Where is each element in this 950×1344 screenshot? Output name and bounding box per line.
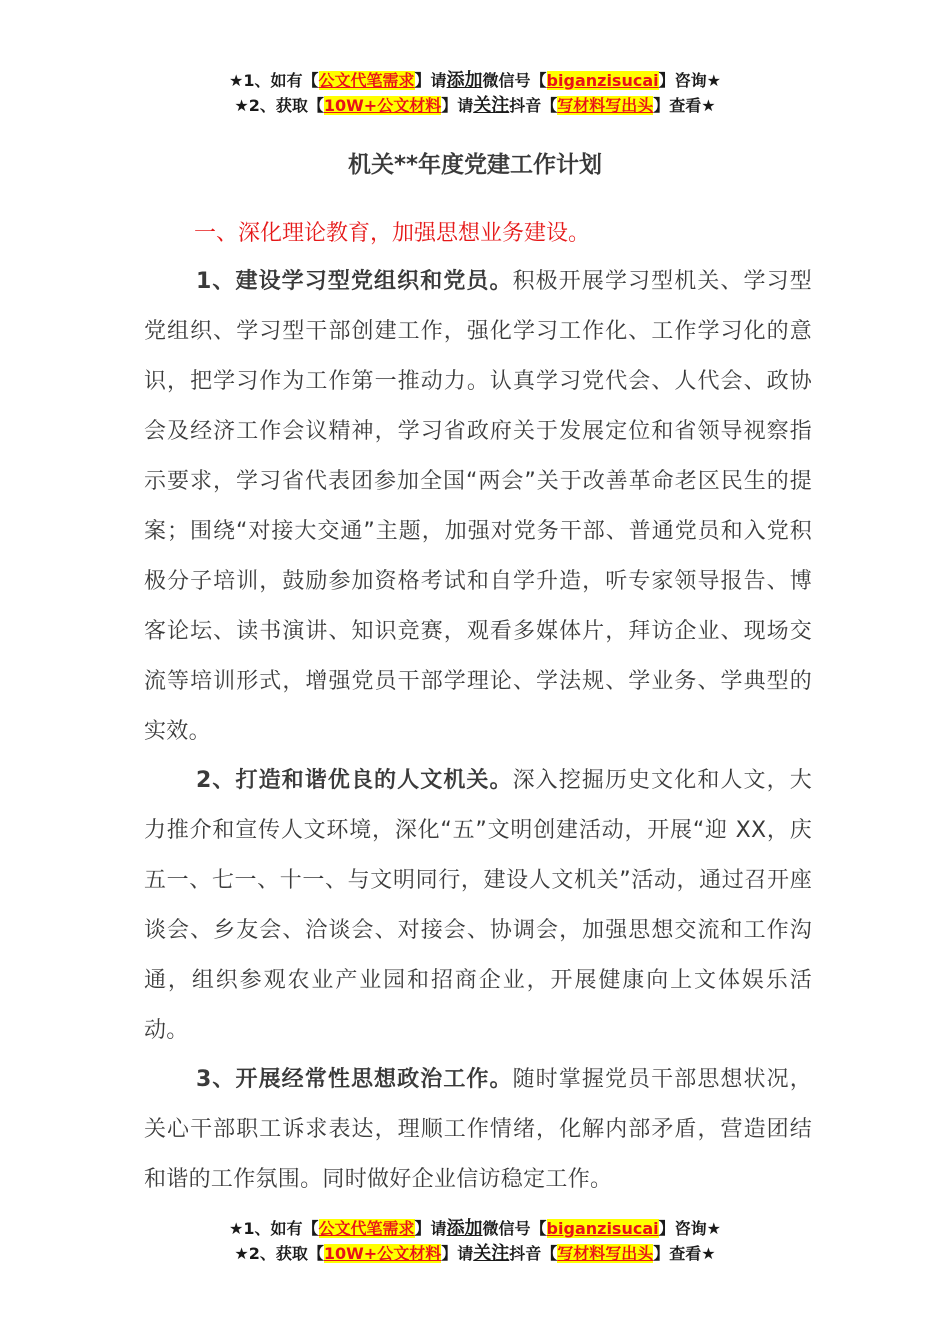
banner-emphasis: 添加 xyxy=(446,70,483,91)
banner-highlight: 10W+公文材料 xyxy=(323,1244,442,1263)
section-heading: 一、深化理论教育，加强思想业务建设。 xyxy=(194,221,591,246)
banner-text: 微信号【 xyxy=(482,1219,547,1238)
banner-text: 】查看★ xyxy=(653,96,716,115)
promo-banner-top-line2 xyxy=(0,95,950,117)
paragraph-2-lead: 2、打造和谐优良的人文机关。 xyxy=(196,768,513,793)
banner-text: 】查看★ xyxy=(653,1244,716,1263)
banner-text: ★1、如有【 xyxy=(229,1219,319,1238)
paragraph-2-body: 深入挖掘历史文化和人文，大力推介和宣传人文环境，深化“五”文明创建活动，开展“迎 XX，庆五一、七一、十一、与文明同行，建设人文机关”活动，通过召开座谈会、乡友会、洽谈会、对接会、协调会，加强思想交流和工作沟通，组织参观农业产业园和招商企业，开展健康向上文体娱乐活动。 xyxy=(144,768,812,1043)
banner-highlight: 10W+公文材料 xyxy=(323,96,442,115)
banner-emphasis: 关注 xyxy=(473,1243,510,1264)
paragraph-2 xyxy=(144,756,812,1056)
banner-text: 】请 xyxy=(414,71,447,90)
promo-banner-top-line1 xyxy=(0,70,950,92)
banner-text: 】请 xyxy=(441,96,474,115)
document-title: 机关**年度党建工作计划 xyxy=(347,152,603,178)
paragraph-1 xyxy=(144,257,812,757)
paragraph-3 xyxy=(144,1055,812,1205)
paragraph-3-body: 随时掌握党员干部思想状况，关心干部职工诉求表达，理顺工作情绪，化解内部矛盾，营造团结和谐的工作氛围。同时做好企业信访稳定工作。 xyxy=(144,1067,812,1192)
promo-banner-bottom-line2 xyxy=(0,1243,950,1265)
banner-highlight: 公文代笔需求 xyxy=(318,71,415,90)
paragraph-1-lead: 1、建设学习型党组织和党员。 xyxy=(196,269,513,294)
banner-text: ★2、获取【 xyxy=(234,1244,324,1263)
banner-highlight: biganzisucai xyxy=(546,1219,659,1238)
banner-text: 】请 xyxy=(441,1244,474,1263)
banner-emphasis: 添加 xyxy=(446,1218,483,1239)
banner-text: 】咨询★ xyxy=(658,71,721,90)
banner-highlight: 公文代笔需求 xyxy=(318,1219,415,1238)
banner-text: 抖音【 xyxy=(509,96,558,115)
banner-emphasis: 关注 xyxy=(473,95,510,116)
paragraph-3-lead: 3、开展经常性思想政治工作。 xyxy=(196,1067,513,1092)
banner-text: 】咨询★ xyxy=(658,1219,721,1238)
banner-highlight: biganzisucai xyxy=(546,71,659,90)
paragraph-1-body: 积极开展学习型机关、学习型党组织、学习型干部创建工作，强化学习工作化、工作学习化的意识，把学习作为工作第一推动力。认真学习党代会、人代会、政协会及经济工作会议精神，学习省政府关于发展定位和省领导视察指示要求，学习省代表团参加全国“两会”关于改善革命老区民生的提案；围绕“对接大交通”主题，加强对党务干部、普通党员和入党积极分子培训，鼓励参加资格考试和自学升造，听专家领导报告、博客论坛、读书演讲、知识竞赛，观看多媒体片，拜访企业、现场交流等培训形式，增强党员干部学理论、学法规、学业务、学典型的实效。 xyxy=(144,269,812,744)
promo-banner-bottom-line1 xyxy=(0,1218,950,1240)
banner-text: 微信号【 xyxy=(482,71,547,90)
banner-highlight: 写材料写出头 xyxy=(557,96,654,115)
banner-text: 】请 xyxy=(414,1219,447,1238)
banner-text: ★2、获取【 xyxy=(234,96,324,115)
banner-highlight: 写材料写出头 xyxy=(557,1244,654,1263)
banner-text: 抖音【 xyxy=(509,1244,558,1263)
banner-text: ★1、如有【 xyxy=(229,71,319,90)
